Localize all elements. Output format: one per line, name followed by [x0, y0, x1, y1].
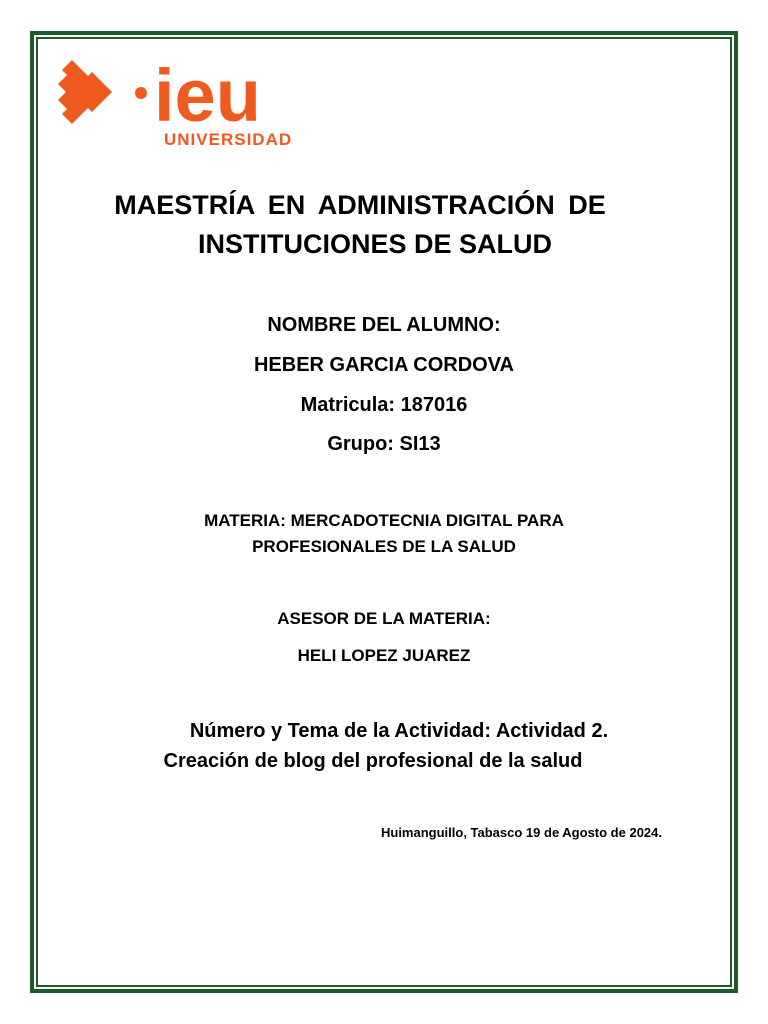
advisor-label: ASESOR DE LA MATERIA:: [277, 609, 491, 628]
activity-line-1: Número y Tema de la Actividad: Actividad 2.: [189, 720, 609, 742]
university-label: UNIVERSIDAD: [164, 130, 293, 149]
arrow-mark-icon: [58, 60, 147, 124]
program-title-line-1: MAESTRÍA EN ADMINISTRACIÓN DE: [114, 190, 606, 220]
subject-line-1: MATERIA: MERCADOTECNIA DIGITAL PARA: [204, 511, 564, 530]
logo-wordmark: ieu: [154, 60, 261, 130]
student-id: Matricula: 187016: [300, 394, 468, 416]
student-name-label: NOMBRE DEL ALUMNO:: [267, 314, 501, 336]
place-and-date: Huimanguillo, Tabasco 19 de Agosto de 2024.: [380, 825, 662, 840]
student-name: HEBER GARCIA CORDOVA: [253, 354, 514, 376]
subject-line-2: PROFESIONALES DE LA SALUD: [252, 537, 516, 556]
activity-line-2: Creación de blog del profesional de la salud: [163, 750, 583, 772]
program-title-line-2: INSTITUCIONES DE SALUD: [197, 229, 553, 259]
student-group: Grupo: SI13: [327, 433, 441, 455]
advisor-name: HELI LOPEZ JUAREZ: [297, 646, 471, 665]
